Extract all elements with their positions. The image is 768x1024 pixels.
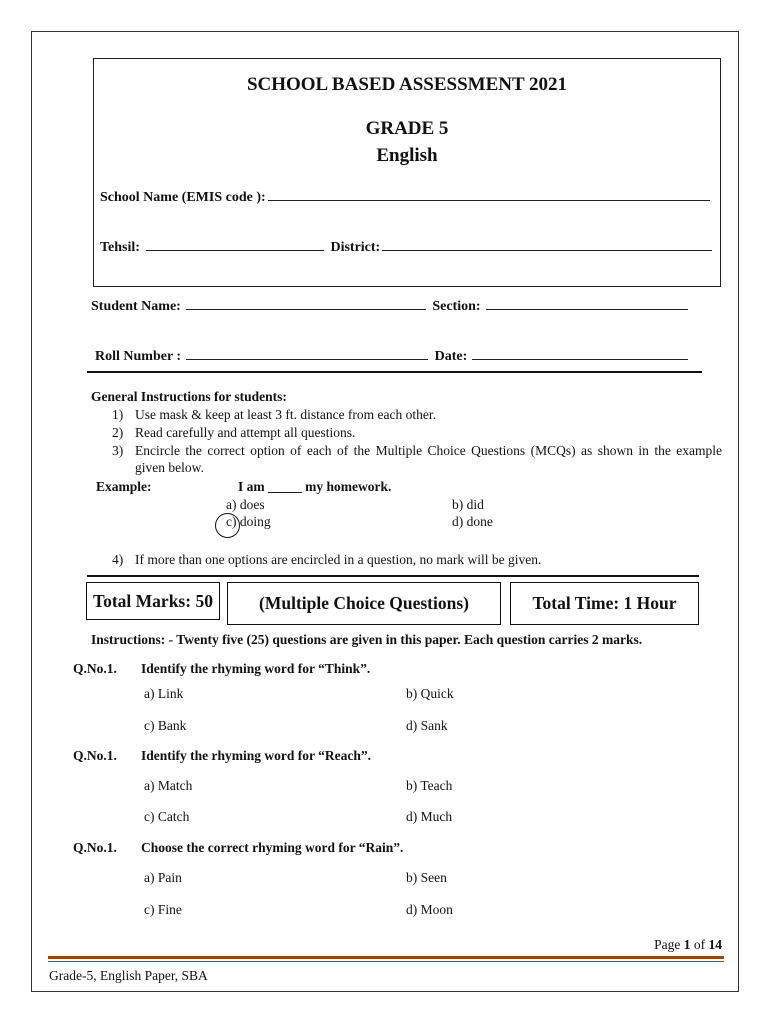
divider-line xyxy=(87,575,699,577)
option-b[interactable]: b) Teach xyxy=(406,778,453,793)
district-label: District: xyxy=(330,240,381,255)
page-title: SCHOOL BASED ASSESSMENT 2021 xyxy=(246,74,568,95)
example-option-d: d) done xyxy=(452,514,493,529)
footer-text: Grade-5, English Paper, SBA xyxy=(49,968,208,983)
question-text: Identify the rhyming word for “Think”. xyxy=(141,661,371,676)
school-name-blank[interactable] xyxy=(268,188,710,201)
student-name-blank[interactable] xyxy=(186,297,426,310)
roll-number-blank[interactable] xyxy=(186,347,428,360)
subject-title: English xyxy=(376,145,438,166)
school-name-label: School Name (EMIS code ): xyxy=(100,190,266,205)
tehsil-district-field xyxy=(100,238,712,256)
example-stem: I am _____ my homework. xyxy=(238,479,392,494)
total-marks-box: Total Marks: 50 xyxy=(86,582,220,620)
instruction-item: 4) If more than one options are encircled in a question, no mark will be given. xyxy=(112,552,542,567)
option-a[interactable]: a) Match xyxy=(144,778,193,793)
option-c[interactable]: c) Catch xyxy=(144,809,190,824)
section-title-box: (Multiple Choice Questions) xyxy=(227,582,501,625)
section-label: Section: xyxy=(432,299,481,314)
encircle-mark xyxy=(215,513,240,538)
section-blank[interactable] xyxy=(486,297,688,310)
footer-rule-thin xyxy=(48,961,724,962)
paper-instructions: Instructions: - Twenty five (25) questions are given in this paper. Each question carries 2 marks. xyxy=(91,632,643,647)
option-d[interactable]: d) Much xyxy=(406,809,453,824)
option-b[interactable]: b) Quick xyxy=(406,686,454,701)
option-a[interactable]: a) Pain xyxy=(144,870,182,885)
question-number: Q.No.1. xyxy=(73,661,117,676)
option-d[interactable]: d) Sank xyxy=(406,718,448,733)
instruction-item: 1) Use mask & keep at least 3 ft. distance from each other. xyxy=(112,407,437,422)
example-option-c: c) doing xyxy=(226,514,271,529)
instruction-item: 2) Read carefully and attempt all questions. xyxy=(112,425,356,440)
question-number: Q.No.1. xyxy=(73,748,117,763)
grade-title: GRADE 5 xyxy=(365,118,449,139)
roll-number-label: Roll Number : xyxy=(95,349,182,364)
instruction-item-text: Encircle the correct option of each of the Multiple Choice Questions (MCQs) as shown in the example given below. xyxy=(135,443,722,475)
student-name-label: Student Name: xyxy=(91,299,181,314)
tehsil-label: Tehsil: xyxy=(100,240,140,255)
district-blank[interactable] xyxy=(382,238,712,251)
option-a[interactable]: a) Link xyxy=(144,686,184,701)
date-label: Date: xyxy=(434,349,468,364)
student-name-field xyxy=(91,297,688,315)
footer-rule xyxy=(48,956,724,959)
divider-line xyxy=(87,371,702,373)
instruction-item-number: 3) xyxy=(112,443,124,458)
option-c[interactable]: c) Bank xyxy=(144,718,187,733)
example-label: Example: xyxy=(96,479,152,494)
example-option-a: a) does xyxy=(226,497,265,512)
option-d[interactable]: d) Moon xyxy=(406,902,453,917)
total-time-box: Total Time: 1 Hour xyxy=(510,582,699,625)
example-option-b: b) did xyxy=(452,497,484,512)
date-blank[interactable] xyxy=(472,347,688,360)
question-text: Identify the rhyming word for “Reach”. xyxy=(141,748,371,763)
page-number: Page 1 of 14 xyxy=(654,937,722,952)
roll-date-field xyxy=(95,347,688,365)
question-text: Choose the correct rhyming word for “Rain”. xyxy=(141,840,404,855)
question-number: Q.No.1. xyxy=(73,840,117,855)
option-c[interactable]: c) Fine xyxy=(144,902,182,917)
option-b[interactable]: b) Seen xyxy=(406,870,447,885)
school-name-field xyxy=(100,188,710,206)
instructions-title: General Instructions for students: xyxy=(91,389,287,404)
tehsil-blank[interactable] xyxy=(146,238,324,251)
